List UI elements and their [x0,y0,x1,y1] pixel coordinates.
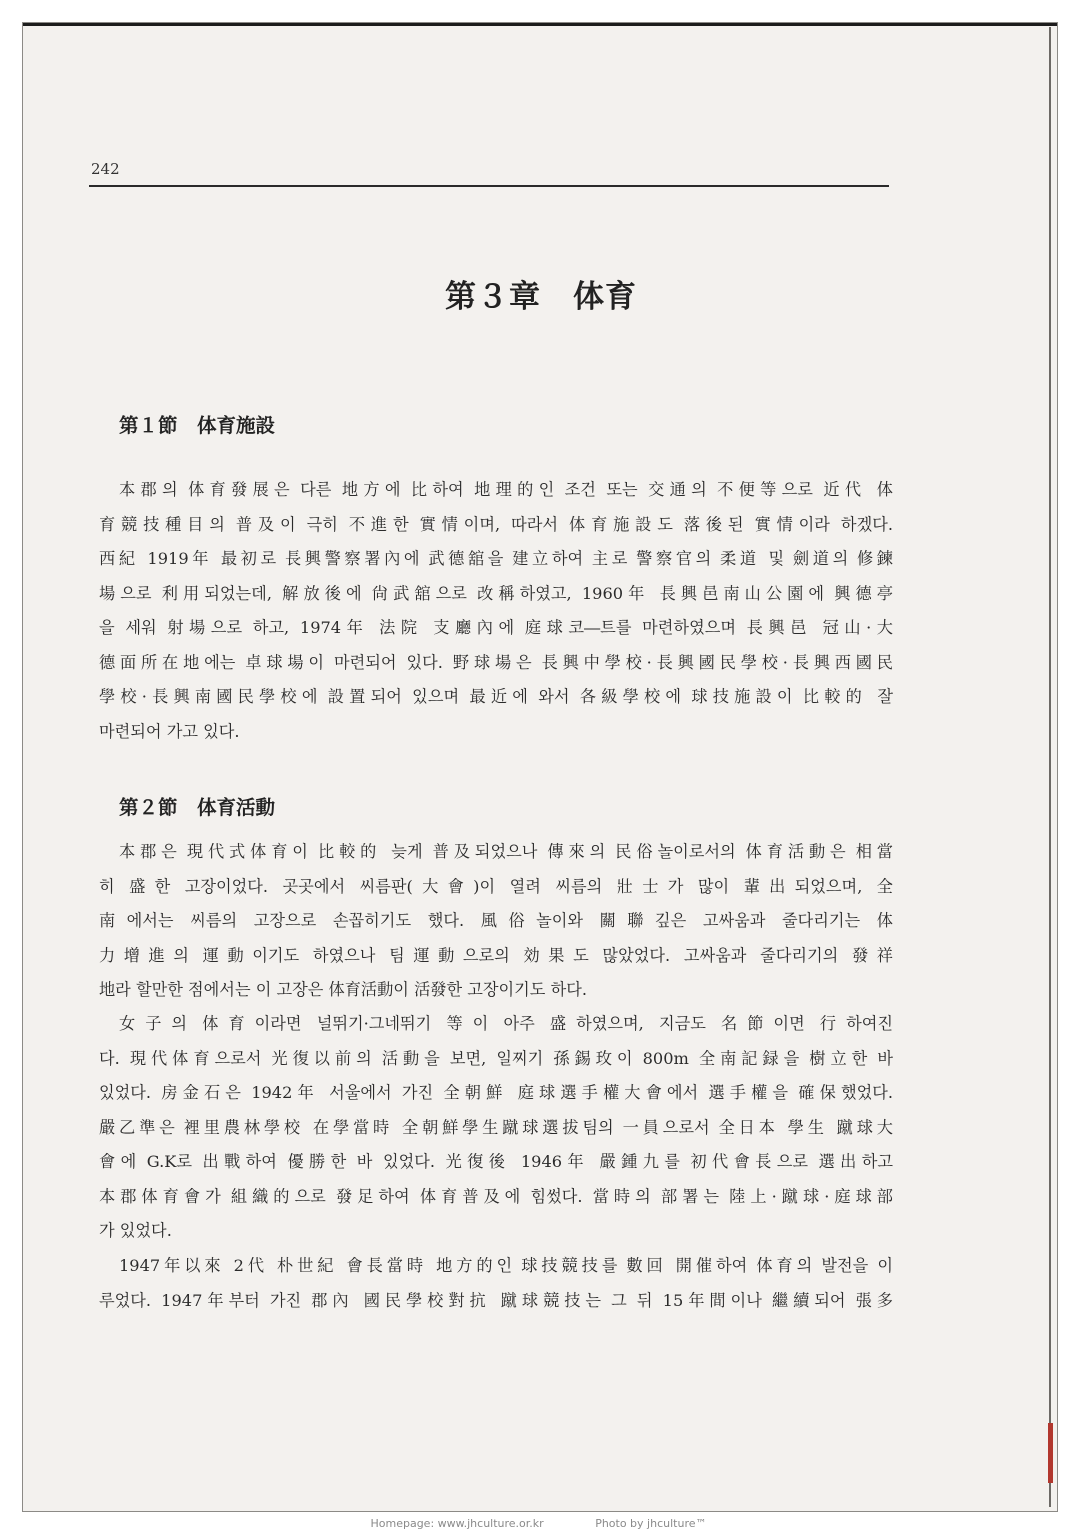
text-line: 本郡은 現代式体育이 比較的 늦게 普及되었으나 傳來의 民俗놀이로서의 体育活動은 相當 [119,842,893,861]
text-line: 女子의 体育이라면 널뛰기·그네뛰기 等이 아주 盛하였으며, 지금도 名節이면 行하여진 [119,1014,893,1033]
text-line: 會에 G.K로 出戰하여 優勝한 바 있었다. 光復後 1946年 嚴鍾九를 初代會長으로 選出하고 [99,1152,893,1171]
text-line: 西紀 1919年 最初로 長興警察署內에 武德舘을 建立하여 主로 警察官의 柔道 및 劍道의 修鍊 [99,549,893,568]
text-line: 南에서는 씨름의 고장으로 손꼽히기도 했다. 風俗놀이와 關聯깊은 고싸움과 줄다리기는 体 [99,911,893,930]
corner-binding-mark [1048,1423,1053,1483]
paragraph-activities-2 [99,1007,893,1249]
page-number: 242 [91,160,120,178]
text-line: 마련되어 가고 있다. [99,721,240,741]
text-line: 地라 할만한 점에서는 이 고장은 体育活動이 活發한 고장이기도 하다. [99,980,587,999]
text-line: 學校·長興南國民學校에 設置되어 있으며 最近에 와서 各級學校에 球技施設이 比較的 잘 [99,687,893,706]
text-line: 育競技種目의 普及이 극히 不進한 實情이며, 따라서 体育施設도 落後된 實情이라 하겠다. [99,514,893,534]
header-rule [89,185,889,187]
footer-credits [0,1514,1077,1534]
footer-photo-credit: Photo by jhculture™ [595,1517,707,1530]
page-edge-shadow [1049,27,1051,1507]
paragraph-facilities [99,473,893,749]
text-line: 루었다. 1947年부터 가진 郡內 國民學校對抗 蹴球競技는 그 뒤 15年間이나 繼續되어 張多 [99,1290,893,1310]
text-line: 다. 現代体育으로서 光復以前의 活動을 보면, 일찌기 孫錫玫이 800m 全南記録을 樹立한 바 [99,1048,893,1068]
paragraph-activities-3 [99,1249,893,1318]
top-border-rule [23,23,1057,26]
text-line: 1947年以來 2代 朴世紀 會長當時 地方的인 球技競技를 數回 開催하여 体育의 발전을 이 [119,1256,893,1275]
text-line: 을 세워 射場으로 하고, 1974年 法院 支廳內에 庭球코―트를 마련하였으며 長興邑 冠山·大 [99,618,893,637]
footer-homepage: Homepage: www.jhculture.or.kr [370,1517,544,1530]
paragraph-activities-1 [99,835,893,1008]
text-line: 嚴乙準은 裡里農林學校 在學當時 全朝鮮學生蹴球選拔팀의 一員으로서 全日本 學生 蹴球大 [99,1117,893,1137]
text-line: 本郡体育會가 組織的으로 發足하여 体育普及에 힘썼다. 當時의 部署는 陸上·蹴球·庭球部 [99,1186,893,1206]
section-heading-activities: 第２節 体育活動 [119,796,276,819]
chapter-title: 第３章 体育 [445,279,637,315]
text-line: 力增進의 運動이기도 하였으나 팀運動으로의 効果도 많았었다. 고싸움과 줄다리기의 發祥 [99,945,893,965]
text-line: 本郡의 体育發展은 다른 地方에 比하여 地理的인 조건 또는 交通의 不便等으로 近代 体 [119,480,893,499]
text-line: 있었다. 房金石은 1942年 서울에서 가진 全朝鮮 庭球選手權大會에서 選手權을 確保했었다. [99,1083,893,1102]
text-line: 場으로 利用되었는데, 解放後에 尙武舘으로 改稱하였고, 1960年 長興邑南山公園에 興德亭 [99,583,893,603]
text-line: 히 盛한 고장이었다. 곳곳에서 씨름판(大會)이 열려 씨름의 壯士가 많이 輩出되었으며, 全 [99,876,893,896]
section-heading-facilities: 第１節 体育施設 [119,414,276,437]
scanned-page [22,22,1058,1512]
text-line: 가 있었다. [99,1221,172,1240]
text-line: 德面所在地에는 卓球場이 마련되어 있다. 野球場은 長興中學校·長興國民學校·長興西國民 [99,652,893,672]
